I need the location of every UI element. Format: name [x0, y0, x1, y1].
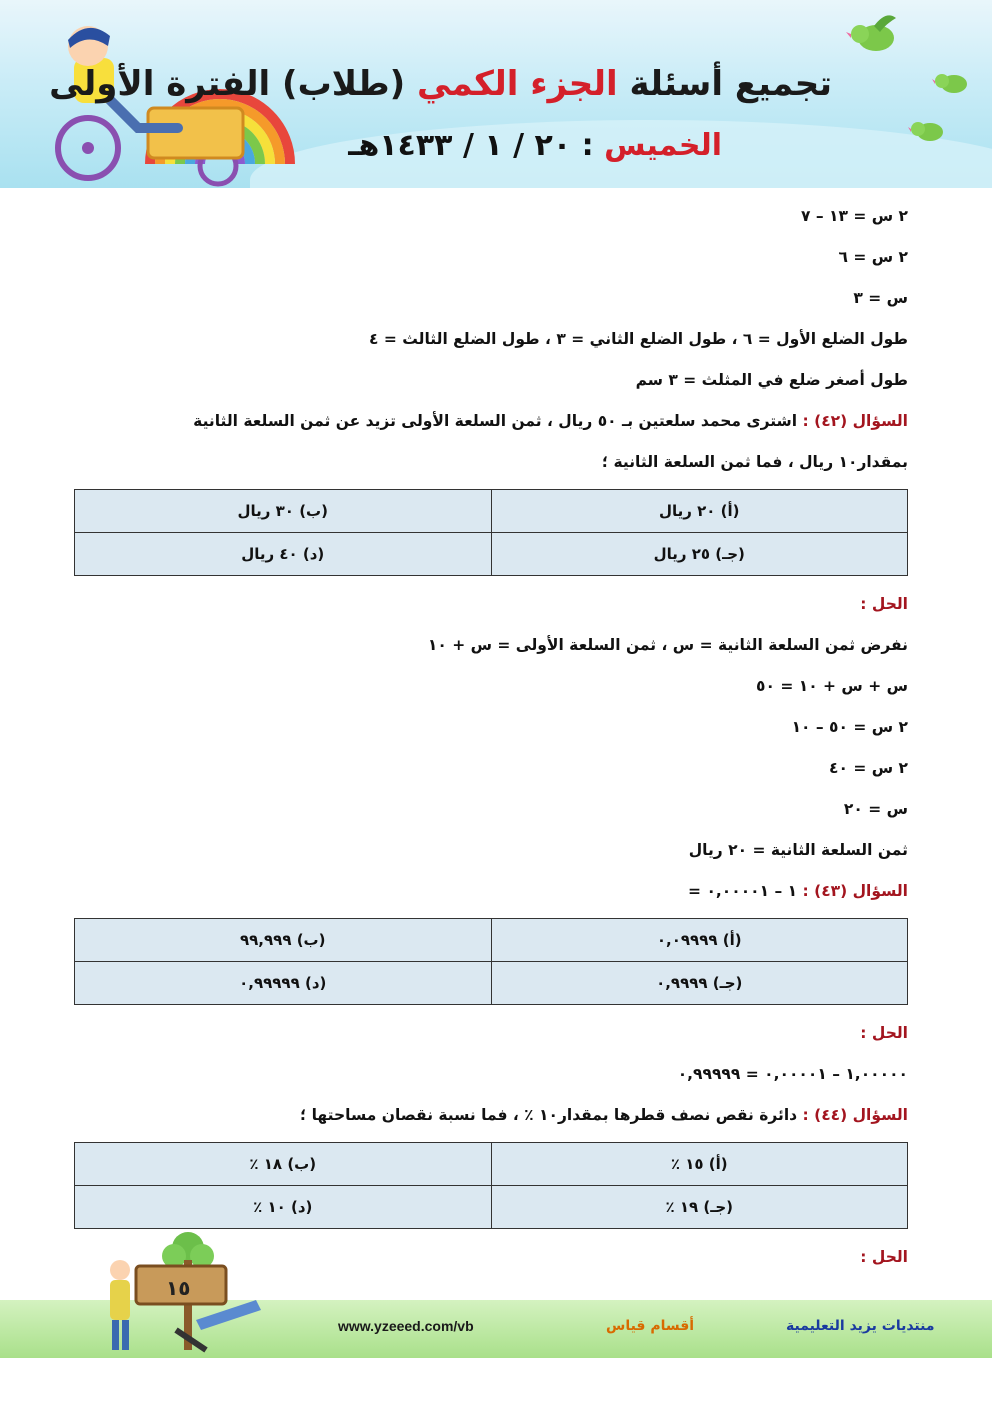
- solution-line: طول الضلع الأول = ٦ ، طول الضلع الثاني = ٣ ، طول الضلع الثالث = ٤: [369, 330, 908, 348]
- bird-icon: [846, 10, 902, 58]
- solution-label: الحل :: [860, 595, 908, 613]
- choice-c[interactable]: (جـ) ١٩ ٪: [491, 1186, 908, 1229]
- footer-section-label: أقسام قياس: [606, 1318, 695, 1334]
- page-date: [348, 128, 722, 163]
- question-text: دائرة نقص نصف قطرها بمقدار١٠ ٪ ، فما نسبة نقصان مساحتها ؛: [299, 1106, 803, 1124]
- page-content: [74, 196, 908, 1278]
- choice-d[interactable]: (د) ٠,٩٩٩٩٩: [75, 962, 492, 1005]
- solution-line: ٢ س = ٥٠ – ١٠: [791, 718, 908, 736]
- choice-d[interactable]: (د) ٤٠ ريال: [75, 533, 492, 576]
- choices-table: [74, 918, 908, 1005]
- title-part2: (طلاب) الفترة الأولى: [49, 64, 406, 104]
- page-number: ١٥: [166, 1276, 191, 1300]
- page-header: [0, 0, 992, 188]
- date-value: : ٢٠ / ١ / ١٤٣٣هـ: [348, 128, 594, 163]
- solution-label: الحل :: [860, 1024, 908, 1042]
- question-text-continued: بمقدار١٠ ريال ، فما ثمن السلعة الثانية ؛: [601, 453, 908, 471]
- solution-line: ٢ س = ٤٠: [829, 759, 908, 777]
- solution-line: ١,٠٠٠٠٠ – ٠,٠٠٠٠١ = ٠,٩٩٩٩٩: [677, 1065, 908, 1083]
- choice-c[interactable]: (جـ) ٢٥ ريال: [491, 533, 908, 576]
- question-text: اشترى محمد سلعتين بـ ٥٠ ريال ، ثمن السلعة الأولى تزيد عن ثمن السلعة الثانية: [193, 412, 803, 430]
- choice-d[interactable]: (د) ١٠ ٪: [75, 1186, 492, 1229]
- question-42: [74, 401, 908, 442]
- solution-line: س = ٣: [853, 289, 908, 307]
- solution-line: س + س + ١٠ = ٥٠: [756, 677, 908, 695]
- footer-forum-name: منتديات يزيد التعليمية: [786, 1318, 935, 1334]
- title-part1: تجميع أسئلة: [629, 64, 832, 104]
- bird-icon: [932, 64, 972, 98]
- choice-a[interactable]: (أ) ٢٠ ريال: [491, 490, 908, 533]
- solution-line: نفرض ثمن السلعة الثانية = س ، ثمن السلعة الأولى = س + ١٠: [427, 636, 908, 654]
- solution-line: س = ٢٠: [843, 800, 908, 818]
- choice-c[interactable]: (جـ) ٠,٩٩٩٩: [491, 962, 908, 1005]
- question-label: السؤال (٤٣) :: [802, 882, 908, 900]
- solution-line: ثمن السلعة الثانية = ٢٠ ريال: [688, 841, 908, 859]
- question-label: السؤال (٤٤) :: [802, 1106, 908, 1124]
- footer-url-link[interactable]: www.yzeeed.com/vb: [338, 1318, 474, 1334]
- choice-b[interactable]: (ب) ٣٠ ريال: [75, 490, 492, 533]
- bird-icon: [908, 112, 948, 146]
- choice-b[interactable]: (ب) ١٨ ٪: [75, 1143, 492, 1186]
- solution-line: ٢ س = ٦: [838, 248, 908, 266]
- question-44: [74, 1095, 908, 1136]
- solution-line: ٢ س = ١٣ – ٧: [801, 207, 908, 225]
- question-text: ١ – ٠,٠٠٠٠١ =: [688, 882, 803, 900]
- choice-a[interactable]: (أ) ٠,٠٩٩٩٩: [491, 919, 908, 962]
- choice-a[interactable]: (أ) ١٥ ٪: [491, 1143, 908, 1186]
- title-highlight: الجزء الكمي: [416, 64, 618, 104]
- choices-table: [74, 1142, 908, 1229]
- solution-label: الحل :: [860, 1248, 908, 1266]
- question-43: [74, 871, 908, 912]
- kids-with-sign-illustration: [96, 1230, 286, 1360]
- page-title: [49, 64, 832, 104]
- date-day: الخميس: [604, 128, 722, 163]
- question-label: السؤال (٤٢) :: [802, 412, 908, 430]
- choices-table: [74, 489, 908, 576]
- solution-line: طول أصغر ضلع في المثلث = ٣ سم: [635, 371, 908, 389]
- choice-b[interactable]: (ب) ٩٩,٩٩٩: [75, 919, 492, 962]
